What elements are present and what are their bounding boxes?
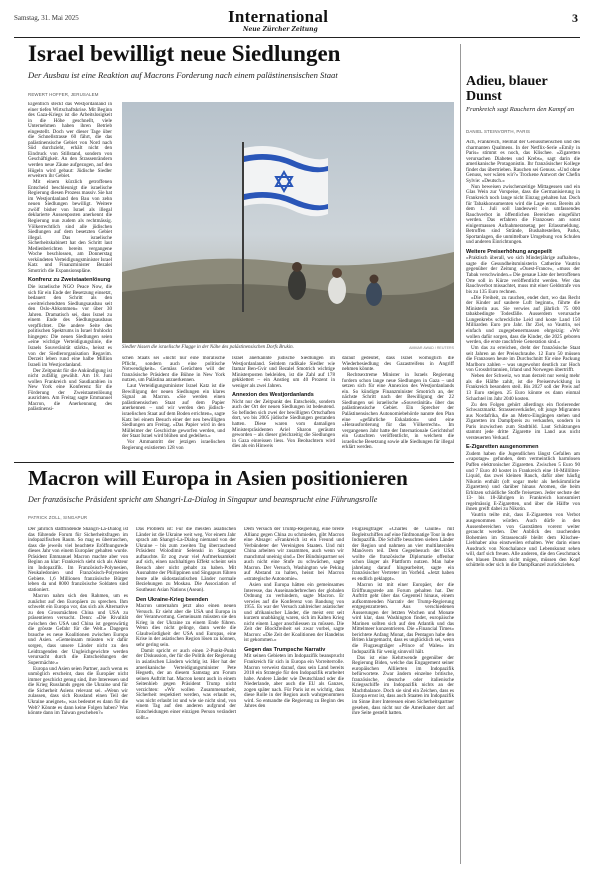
article2-headline: Macron will Europa in Asien positionieren [28, 466, 408, 490]
sidebar-column [466, 140, 580, 864]
article1-paragraph: Der Zeitpunkt für die Ankündigung ist nicht zufällig gewählt. Am 18. Juni wollen Frankreich und Saudiarabien in New York eine Konferenz für die Förderung der Zweistaatenlösung ausrichten. Am Freitag sagte Emmanuel Macron, die Anerkennung des palästinensi- [28, 367, 112, 413]
sidebar-paragraph: Nun beweisen zwischenzeitige Mittagessen und ein Glas Wein zur Vorspeise, dass die Germanisierung in Frankreich noch lange nicht Einzug gehalten hat. Doch für Tabakkonsumenten wird die Lage ernst. Bereits ab dem 1. Juli soll landesweit ein umfassendes Rauchverbot in öffentlichen Bereichen eingeführt werden. Das erfahren die Franzosen am sonst einigermassen Aufnahmeratsetag per Erlassmeldung. Betroffen sind Strände, Bushaltestellen, Parks, Sportanlagen, die unmittelbare Umgebung von Schulen und anderen Einrichtungen. [466, 183, 580, 246]
article2-deck: Der französische Präsident spricht am Shangri-La-Dialog in Singapur und beansprucht eine Führungsrolle [28, 495, 378, 504]
article2-column-3 [244, 527, 344, 864]
article2-subhead-1: Den Ukraine-Krieg beenden [136, 596, 209, 603]
article2-subhead-2: Gegen das Trumpsche Narrativ [244, 646, 326, 653]
article1-paragraph: schen Staats sei «nicht nur eine moralische Pflicht, sondern auch eine politische Notwendigkeit». Gemäss Gerüchten will der französische Präsident die Bühne in New York nutzen, um Palästina anzuerkennen. [122, 356, 225, 384]
article2-byline: PATRICK ZOLL, SINGAPUR [28, 515, 88, 520]
section-title: International [228, 7, 329, 26]
article2-paragraph: Das Problem ist: Für die meisten asiatischen Länder ist die Ukraine weit weg. Vor einem Jahr sprach am Shangri-La-Dialog niemand von der Ukraine – bis zum zweiten Tag überraschend Präsident Wolodimir Selenski in Singapur auftauchte. Er zog zwar viel Aufmerksamkeit auf sich, einen nachhaltigen Effekt scheint sein Besuch aber nicht gehabt zu haben. Mit Ausnahme der Philippinen und Singapurs führen heute alle südostasiatischen Länder normale Beziehungen zu Moskau. Die Association of Southeast Asian Nations (Asean). [136, 527, 236, 594]
article1-headline: Israel bewilligt neue Siedlungen [28, 41, 341, 66]
article2-paragraph: Mit seinen Gebieten im Indopazifik beansprucht Frankreich für sich in Europa ein Vorreiterrolle. Macron verweist darauf, dass sein Land bereits 2018 ein Strategie für den Indopazifik erarbeitet habe. Andere Länder wie Deutschland oder die Niederlande, aber auch die EU als Ganzes, zogen später nach. Für Paris ist es wichtig, dass diese Rolle in der Region auch wahrgenommen wird. So entsandte die Regierung zu Beginn des Jahres den [244, 653, 344, 710]
article2-paragraph: Asien und Europa hätten ein gemeinsames Interesse, das Auseinanderbrechen der globalen Ordnung zu verhindern, sagte Macron. Er verwies auf die Konferenz von Bandung von 1955. Es war der Versuch zahlreicher asiatischer und afrikanischer Länder, die meist erst seit kurzem unabhängig waren, sich im Kalten Krieg nicht einem Lager anschliessen zu müssen. Die Zeit der Blockfreiheit sei zwar vorbei, sagte Macron: «Die Zeit der Koalitionen der Handelns ist gekommen.» [244, 581, 344, 644]
page-number: 3 [572, 11, 578, 25]
article1-paragraph: Rechtsextreme Minister in Israels Regierung fordern schon lange neue Siedlungen in Gaza – und setzen sich für eine Annexion des Westjordanlands ein. So kündigte Finanzminister Smotrich an, der nächste Schritt nach der Bewilligung der 22 Siedlungen sei israelische «Souveränität» über das palästinensische Gebiet. Ein Sprecher der Palästinensischen Autonomiebehörde nannte den Plan eine «gefährliche Eskalation» und eine «Herausforderung für das Völkerrecht». Im vergangenen Jahr hatte der Internationale Gerichtshof ein Gutachten veröffentlicht, in welchem die israelische Besetzung sowie alle Siedlungen für illegal erklärt werden. [342, 372, 454, 451]
article2-paragraph: Macron nahm sich den Rahmen, um es zunächst auf den Europäern zu sprechen. Ihm schwebt ein Europa vor, das sich als Alternative zu den Grossmächten China und USA zu präsentieren versucht. Denn: «Die Rivalität zwischen den USA und China ist gegenwärtig die grösste Gefahr für die Welt.» Dagegen brauche es neue Koalitionen zwischen Europa und Asien. «Gemeinsam müssten wir dafür sorgen, dass unsere Länder nicht zu den Leidtragenden der Ungleichgewichte werden verursacht durch die Entscheidungen der Supermächte.» [28, 593, 128, 666]
article1-subhead-2: Annexion des Westjordanlands [232, 392, 314, 399]
masthead-rule [14, 37, 580, 38]
sidebar-paragraph: Zudem haben die Jugendlichen längst Gefallen am «vapotage» gefunden, dem vermeintlich harmlosen Paffen elektronischer Zigaretten. Zwischen 5 Euro 90 und 7 Euro 40 kostet in Frankreich eine 10-Milliliter-Liquid, das zwei kleinen Rauch, dafür aber häufig Nikotin enthält (oft sogar mehr als herkömmliche Zigaretten) und darüber hinaus Aromen, die beim Erhitzen schädliche Stoffe freisetzen. Jeder sechste der 13- bis 18-Jährigen in Frankreich konsumiert regelmässig E-Zigaretten, und über die Hälfte von ihnen greift dabei zu Nikotin. [466, 450, 580, 513]
photo-caption: Siedler hissen die israelische Flagge in der Nähe des palästinensischen Dorfs Brukin. [122, 345, 294, 350]
article1-subhead-1: Konfrenz zu Zweistaatenlösung [28, 277, 111, 284]
sidebar-paragraph: Ach, Frankreich, Heimat der Genussmenschen und des charmanten Qualmens. In der Netflix-Serie «Emily in Paris» stimmt es noch, das Klischee. «Zigaretten verursachen Diabetes und Krebs», sagt darin die amerikanische Protagonistin. Ihr französischer Kollege findet das übertrieben. Rauchen sei Genuss. «Und ohne Genuss, wer wären wir?» Trockene Antwort der Chefin Sylvie: «Deutsch.» [466, 140, 580, 184]
article2-column-1 [28, 527, 128, 864]
article1-paragraph: Nicht nur der Zeitpunkt des Entscheids, sondern auch der Ort der neuen Siedlungen ist bedeutend. So befinden sich zwei der bewilligten Ortschaften dort, wo bis 2005 jüdische Siedlungen gestanden hatten. Diese waren vom damaligen Ministerpräsidenten Ariel Sharon geräumt geworden – als dieser gleichzeitig die Siedlungen in Gaza einreissen liess. Von Beobachtern wird dies als ein Hinweis [232, 398, 335, 450]
article1-paragraph: Laut Verteidigungsminister Israel Katz ist die Bewilligung der neuen Siedlungen ein klares Signal an Macron. «Sie werden einen palästinensischen Staat auf dem Papier anerkennen – und wir werden den jüdisch-israelischen Staat auf dem Boden errichten», sagte Katz bei einem Besuch einer der neu bewilligten Siedlungen am Freitag. «Das Papier wird in den Mülleimer der Geschichte geworfen werden, und der Staat Israel wird blühen und gedeihen.» [122, 383, 225, 440]
sidebar-paragraph: «Die Freiheit, zu rauchen, endet dort, wo das Recht der Kinder auf saubere Luft beginnt», führte die Ministerin aus. Sie verwies auf jährlich 75 000 tabakbedingte Todesfälle. Ausserdem verursache Lungenkrebs schreckliche Leid und koste Land 150 Milliarden Euro pro Jahr. Ihr Ziel, so Vautrin, sei einfach und zugegebenermassen ehrgeizig: «Wir wollen dafür sorgen, dass die Kinder, die 2025 geboren werden, die erste rauchfreie Generation sind.» [466, 294, 580, 346]
article1-paragraph: Israel anerkannte jüdische Siedlungen im Westjordanland. Seitdem radikale Siedler wie Itamar Ben-Gvir und Bezalel Smotrich wichtige Ministerposten bekleiden, ist die Zahl auf 178 gekklettert – ein Anstieg um 40 Prozent in weniger als zwei Jahren. [232, 356, 335, 389]
article1-column-3 [232, 356, 335, 456]
article1-paragraph: Vor Ammantritt der jetzigen israelischen Regierung existierten 128 von [122, 439, 225, 451]
photo-settlers-flag [122, 102, 454, 343]
article2-column-4 [352, 527, 454, 864]
article2-paragraph: Macron ist mit einer Europäer, der die Eröffnungsrede am Forum gehalten hat. Der Auftritt geht über das Gegenteil hinaus, einem aufkommenden Narrativ der Trump-Regierung entgegenzutreten. Aus verschiedenen Äusserungen der letzten Wochen und Monate wird klar, dass Washington findet, europäische Marinen sollten sich auf den Atlantik und das Mittelmeer konzentrieren. Die «Financial Times» berichtete Anfang Monat, das Pentagon habe den Briten klargemacht, dass es unglücklich sei, wenn die Flugzeugträger «Prince of Wales» im Indopazifik für wenig sinnvoll hält. [352, 581, 454, 655]
article2-rule [14, 462, 454, 463]
sidebar-paragraph: Um das zu erreichen, dreht der französische Staat seit Jahren an der Preisschraube. 12 Euro 50 müssen die Franzosen heute im Durchschnitt für eine Packung Marlboro zahlen – was ungewohnt deutlich zur Hoch von Grossbritannien, Irland und Norwegen übertrifft. [466, 345, 580, 374]
sidebar-deck: Frankreich sagt Rauchern den Kampf an [466, 106, 574, 113]
sidebar-byline: DANIEL STEINVORTH, PARIS [466, 129, 531, 134]
article1-paragraph: Die israelische NGO Peace Now, die sich für ein Ende der Besetzung einsetzt, bedauert den Schritt als den «weitreichendsten Siedlungsausbau seit den Oslo-Abkommen» vor über 30 Jahren. Dramatisch sei, dass Israel zu einem Ende des Siedlungsausbaus verpflichtet. Die andere Seite des politischen Spektrums in Israel frohlockt hingegen: Die neuen Siedlungen seien «eine wichtige Verteidigungslinie, die Israels Souveränität stärkt», heisst es von der Siedlerorganisation Regavim. Derzeit leben rund eine halbe Million Israeli im Westjordanland. [28, 283, 112, 368]
article1-column-4 [342, 356, 454, 456]
article1-photo [122, 102, 454, 343]
sidebar-paragraph: Neben der Schweiz, wo man derzeit nur wenig mehr als die Hälfte zahlt, ist die Preisentwicklung in Frankreich besonders steil. Bis 2027 soll der Preis auf 13 Euro steigen. 25 Euro könnte es dann einmal Schachtel im Jahr 2040 kosten. [466, 373, 580, 402]
sidebar-paragraph: Zu den Folgen gehört allerdings ein florierender Schwarzmarkt. Strassenverkäufer, oft junge Migranten aus Nordafrika, die an Metro-Eingängen stehen und Zigaretten im Dampfpreis zu verkaufen, sondern in Paris inzwischen zum Stadtbild. Laut Schätzungen stammt jede dritte Zigarette im Land aus nicht versteuerten Verkauf. [466, 401, 580, 441]
article1-paragraph: Eigentlich steckt das Westjordanland in einer tiefen Wirtschaftskrise. Mit Beginn des Gaza-Kriegs ist die Arbeitslosigkeit in die Höhe geschnellt, viele Unternehmen haben ihren Betrieb eingestellt. Doch wer dieser Tage über die Schnellstrasse 60 fährt, die das palästinensische Gebiet von Nord nach Süd durchzieht, erhält nicht den Eindruck von Stillstand, sondern von Geschäftigkeit. An den Strassenrändern werden neue Zäune aufgezogen, auf den Hügeln wird gebaut: Jüdische Siedler erweitern ihr Gebiet. [28, 102, 112, 180]
article2-column-2 [136, 527, 236, 864]
article1-deck: Der Ausbau ist eine Reaktion auf Macrons Forderung nach einem palästinensischen Staat [28, 70, 338, 80]
article2-paragraph: Flugzeugträger «Charles de Gaulle» mit Begleitschiffen auf eine fünfmonatige Tour in den Indopazifik. Die Schiffe besuchten sieben Länder der Region und nahmen an vier multilateralen Manövern teil. Dem Gegenbesuch der USA wollte die französische Diplomatie offenbar schon länger als Plattform nutzen. Man habe jahrelang darauf hingearbeitet, sagte ein französischer Vertreter im Vorfeld. «Jetzt haben es endlich geklappt». [352, 527, 454, 582]
masthead-date: Samstag, 31. Mai 2025 [14, 14, 79, 22]
article1-column-2 [122, 356, 225, 456]
article2-paragraph: Europa und Asien seien Partner, auch wenn es unmöglich erscheint, dass die Europäer nicht immer geschickt genug sind, ihre Interessen und die Krieg Russlands gegen die Ukraine und für die Sicherheit Asiens relevant sei. «Wenn wir zulassen, dass sich Russland einen Teil der Ukraine aneignet», was bedeutet es dann für die Welt? Könnte es dann keine Folgen haben? Was könnte dann im Taiwan geschehen?» [28, 665, 128, 717]
paper-name: Neue Zürcher Zeitung [243, 26, 318, 33]
article1-byline: REWERT HOFFER, JERUSALEM [28, 92, 99, 97]
sidebar-subhead: Weitere Preiserhöhung angepeilt [466, 248, 552, 255]
photo-credit: AMMAR AWAD / REUTERS [409, 346, 454, 350]
sidebar-subhead-2: E-Zigaretten ausgenommen [466, 444, 539, 451]
sidebar-headline: Adieu, blauer Dunst [466, 74, 548, 104]
masthead [14, 8, 580, 34]
article2-paragraph: Macron unternahm jetzt also einen neuen Versuch. Er sieht aber die USA und Europa in der Verantwortung. Gemeinsam müssten sie den Krieg in der Ukraine zu einem Ende führen. Wenn dies nicht gelinge, dann werde die Glaubwürdigkeit der USA und Europas, eine Krise in der asiatischen Region lösen zu können, sehr gering sein. [136, 603, 236, 648]
article2-paragraph: Das ist eine Kehrtwende gegenüber der Regierung Biden, welche das Engagement seiner europäischen Alliierten im Indopazifik befürwortete. Zwar ändern einzelne britische, französische, deutsche oder italienische Kriegsschiffe im Indopazifik nichts an der Machtbalance. Doch sie sind ein Zeichen, dass es Europa ernst ist, dass auch Staaten im Indopazifik im Sinne ihrer Interessen einen Sicherheitspartner gesehen, dass nicht nur die Amerikaner dort auf ihre Seite gestellt hatten. [352, 654, 454, 717]
sidebar-paragraph: «Praktisch überall, wo sich Minderjährige aufhalten», sagte die Gesundheitsministerin Catherine Vautrin gegenüber der Zeitung «Ouest-France», «muss der Tabak verschwinden.» Die genaue Liste der betroffenen Orte soll in Kürze veröffentlicht werden. Wer das Rauchverbot missachtet, muss mit einer Geldstrafe von bis zu 135 Euro rechnen. [466, 255, 580, 295]
article1-column-1 [28, 102, 112, 457]
article1-paragraph: Mit einem kürzlich getroffenen Entscheid beschleunigt die israelische Regierung diesen Prozess massiv. Sie hat im Westjordanland den Bau von zehn neuen Siedlungen bewilligt. Weitere zwölf bisher von Israel als illegal deklarierte Aussenposten anerkennt die Regierung nun zudem als rechtmässig. Völkerrechtlich sind alle jüdischen Siedlungen auf dem besetzten Gebiet illegal. Das israelische Sicherheitskabinett hat den Schritt laut Medienberichten bereits vergangene Woche beschlossen, am Donnerstag verkündeten Verteidigungsminister Israel Katz und Finanzminister Bezalel Smotrich die Expansionspläne. [28, 179, 112, 274]
article2-paragraph: Der jährlich stattfindende Shangri-La-Dialog ist das führende Forum für Sicherheitsfragen im indopazifischen Raum. So mag es überraschen, dass die jeweils viel beachtete Eröffnungsrede dieses Jahr von einem Europäer gehalten wurde. Präsident Emmanuel Macron machte aber von Beginn an klar: Frankreich sieht sich als Akteur im Indopazifik. Im Französisch-Polynesien, Neukaledonien und Französisch-Polynesien Gebiete. 1,6 Millionen französische Bürger leben da und 8000 französische Soldaten sind stationiert. [28, 527, 128, 594]
sidebar-paragraph: Vautrin teilte mit, dass E-Zigaretten von Verbot ausgenommen würden. Auch dürfe in den Aussenbereichen von Gaststätten vorerst weiter geraucht werden. Der Anblick des rauchenden Bohemien im Strassencafé bleibt dem Klischee-Liebhaber also einstweilen erhalten. Wer darin einen Ausdruck von Nonchalance und Lebenskunst sehen will, darf sich freuen. Alle anderen, die den Geschmack des blauen Dunsts nicht mögen, müssen den Kopf schütteln oder sich in die Dampfkanzel zurückziehen. [466, 512, 580, 569]
article1-paragraph: darauf gedeutet, dass Israel womöglich die Wiederbesiedlung des Gazastreifens in Angriff nehmen könnte. [342, 356, 454, 373]
sidebar-separator [460, 44, 461, 864]
article2-paragraph: Dem Versuch der Trump-Regierung, eine breite Allianz gegen China zu schmieden, gibt Macron eine Absage: «Frankreich ist ein Freund und Verbündeter der Vereinigten Staaten. Und mit China arbeiten wir zusammen, auch wenn wir manchmal uneinig sind.» Der Bündnispartner sei auch nicht eine Stufe zu schwächen, sagte Macron. Der Versuch, Washington wie Peking auf Abstand zu halten, heisst bei Macron «strategische Autonomie». [244, 527, 344, 582]
article2-paragraph: Damit spricht er auch einen 2-Punkt-Punkt der Diskussion, der für die Politik der Regierung in asiatischen Ländern wichtig ist. Hier hat der amerikanische Verteidigungsminister Pete Hegseth, der an diesem Samstag am Forum seinen Auftritt hat. Macron kennt auch in einem Seitenhieb gegen Präsident Trump nicht verzichten: «Wir wollen Zusammenarbeit, Sicherheit respektiert werden, was erlaubt es, was nicht erlaubt ist und wie sie nicht sind, von einem Tag auf den anderen aufgrund der Entscheidungen einer einzigen Person verändert sollt.» [136, 647, 236, 721]
